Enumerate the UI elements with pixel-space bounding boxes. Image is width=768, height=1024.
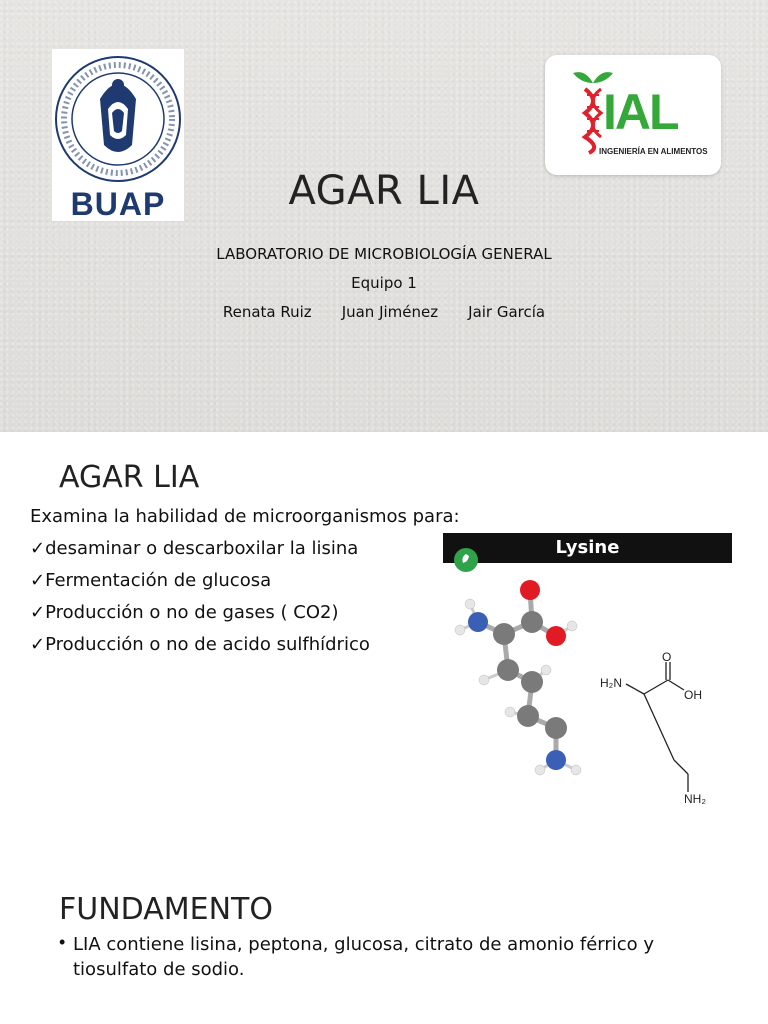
- slide-title: AGAR LIA: [288, 168, 480, 214]
- check-item: ✓Producción o no de gases ( CO2): [30, 602, 339, 623]
- author: Jair García: [468, 303, 546, 321]
- team-name: Equipo 1: [351, 274, 417, 292]
- terminal-amine-label: NH₂: [684, 792, 706, 806]
- check-item: ✓Producción o no de acido sulfhídrico: [30, 634, 370, 655]
- buap-wordmark: BUAP: [70, 186, 166, 222]
- lysine-skeletal-formula-icon: [598, 648, 728, 818]
- intro-text: Examina la habilidad de microorganismos para:: [30, 506, 460, 527]
- ial-logo: [545, 55, 721, 175]
- lysine-ball-stick-icon: [440, 570, 620, 810]
- author: Renata Ruiz: [222, 303, 312, 321]
- ial-tagline: INGENIERÍA EN ALIMENTOS: [599, 147, 708, 156]
- check-item: ✓Fermentación de glucosa: [30, 570, 272, 591]
- lysine-banner: [443, 533, 732, 563]
- bullet-text: LIA contiene lisina, peptona, glucosa, citrato de amonio férrico y tiosulfato de sodio.: [73, 934, 655, 980]
- agar-lia-heading: AGAR LIA: [59, 460, 200, 495]
- fundamento-heading: FUNDAMENTO: [59, 892, 273, 927]
- author: Juan Jiménez: [341, 303, 439, 321]
- oxygen-label: O: [662, 650, 672, 664]
- authors: [0, 303, 768, 321]
- ial-wordmark: IAL: [603, 84, 678, 140]
- lysine-title: Lysine: [555, 537, 620, 558]
- title-slide: [0, 0, 768, 432]
- amine-label: H₂N: [600, 676, 622, 690]
- course-name: LABORATORIO DE MICROBIOLOGÍA GENERAL: [216, 245, 552, 263]
- hydroxyl-label: OH: [684, 688, 702, 702]
- check-item: ✓desaminar o descarboxilar la lisina: [30, 538, 359, 559]
- bullet-dot: •: [59, 932, 66, 952]
